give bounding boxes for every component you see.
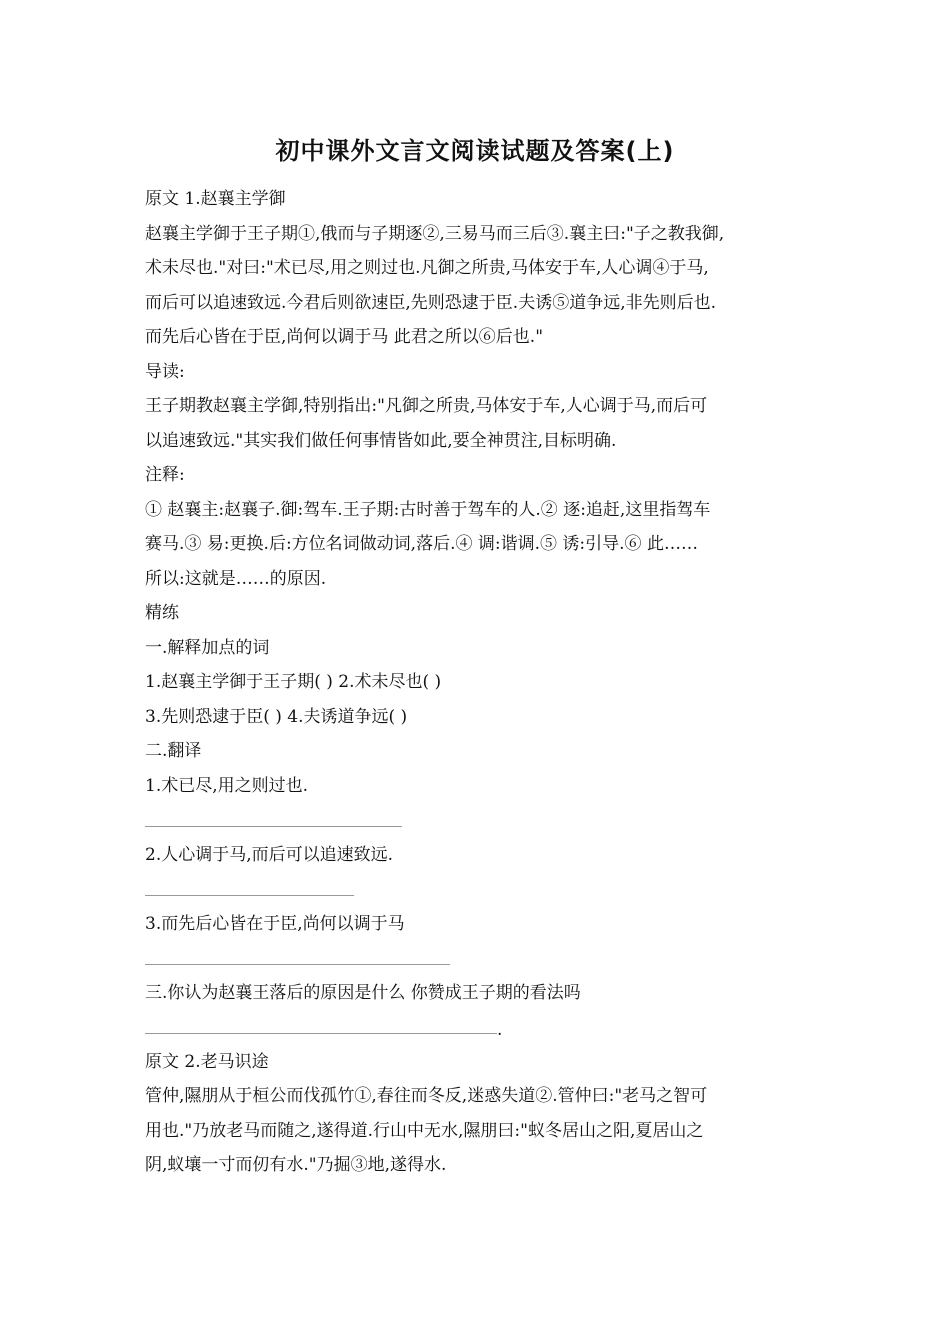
document-body bbox=[145, 182, 825, 1183]
answer-line[interactable] bbox=[145, 1010, 825, 1045]
answer-underline bbox=[145, 964, 450, 965]
guide-text-line: 以追速致远."其实我们做任何事情皆如此,要全神贯注,目标明确. bbox=[145, 430, 617, 451]
practice-heading: 精练 bbox=[145, 603, 179, 623]
notes-heading: 注释: bbox=[145, 465, 185, 485]
original-text-line: 用也."乃放老马而随之,遂得道.行山中无水,隰朋曰:"蚁冬居山之阳,夏居山之 bbox=[145, 1120, 704, 1141]
notes-text-line: ① 赵襄主:赵襄子.御:驾车.王子期:古时善于驾车的人.② 逐:追赶,这里指驾车 bbox=[145, 499, 711, 520]
answer-line[interactable] bbox=[145, 803, 825, 838]
guide-text-line: 王子期教赵襄主学御,特别指出:"凡御之所贵,马体安于车,人心调于马,而后可 bbox=[145, 396, 708, 416]
answer-line-end: . bbox=[497, 1019, 503, 1040]
exercise-heading: 一.解释加点的词 bbox=[145, 637, 270, 658]
answer-underline bbox=[145, 895, 354, 896]
exercise-item: 2.人心调于马,而后可以追速致远. bbox=[145, 844, 394, 865]
exercise-item: 1.术已尽,用之则过也. bbox=[145, 775, 309, 796]
answer-underline bbox=[145, 1033, 497, 1034]
section-heading-1: 原文 1.赵襄主学御 bbox=[145, 189, 286, 209]
exercise-item: 3.先则恐逮于臣( ) 4.夫诱道争远( ) bbox=[145, 706, 408, 727]
guide-heading: 导读: bbox=[145, 361, 185, 382]
notes-text-line: 所以:这就是……的原因. bbox=[145, 568, 327, 589]
original-text-line: 赵襄主学御于王子期①,俄而与子期逐②,三易马而三后③.襄主曰:"子之教我御, bbox=[145, 223, 725, 244]
original-text-line: 管仲,隰朋从于桓公而伐孤竹①,春往而冬反,迷惑失道②.管仲曰:"老马之智可 bbox=[145, 1086, 708, 1106]
original-text-line: 而后可以追速致远.今君后则欲速臣,先则恐逮于臣.夫诱⑤道争远,非先则后也. bbox=[145, 292, 717, 313]
original-text-line: 阴,蚁壤一寸而仞有水."乃掘③地,遂得水. bbox=[145, 1155, 447, 1175]
exercise-item: 1.赵襄主学御于王子期( ) 2.术未尽也( ) bbox=[145, 672, 442, 692]
notes-text-line: 赛马.③ 易:更换.后:方位名词做动词,落后.④ 调:谐调.⑤ 诱:引导.⑥ 此…… bbox=[145, 534, 698, 554]
exercise-heading: 二.翻译 bbox=[145, 741, 202, 761]
exercise-item: 3.而先后心皆在于臣,尚何以调于马 bbox=[145, 913, 405, 934]
answer-line[interactable] bbox=[145, 941, 825, 976]
page-title: 初中课外文言文阅读试题及答案(上) bbox=[275, 137, 675, 165]
original-text-line: 而先后心皆在于臣,尚何以调于马 此君之所以⑥后也." bbox=[145, 327, 544, 347]
answer-line[interactable] bbox=[145, 872, 825, 907]
section-heading-2: 原文 2.老马识途 bbox=[145, 1051, 269, 1072]
answer-underline bbox=[145, 826, 402, 827]
original-text-line: 术未尽也."对曰:"术已尽,用之则过也.凡御之所贵,马体安于车,人心调④于马, bbox=[145, 258, 709, 278]
exercise-item: 三.你认为赵襄王落后的原因是什么 你赞成王子期的看法吗 bbox=[145, 982, 581, 1003]
